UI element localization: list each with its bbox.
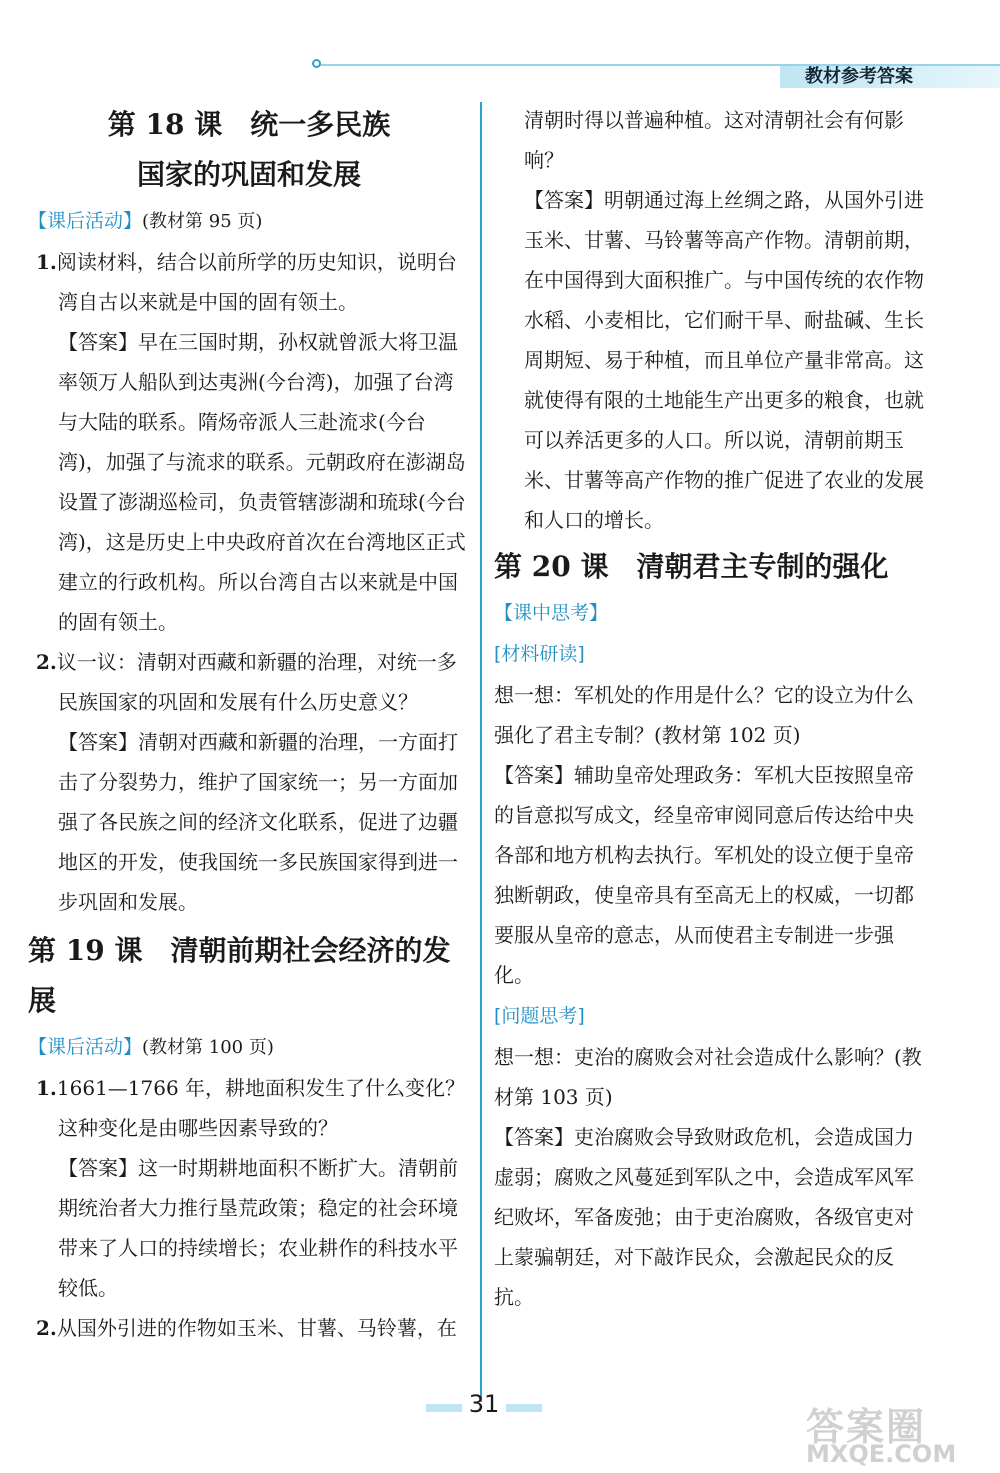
header-label: 教材参考答案 — [805, 66, 913, 87]
header-dot-icon — [312, 59, 321, 68]
lesson-20-title: 第 20 课 清朝君主专制的强化 — [494, 550, 889, 583]
lesson-18-tag-line — [28, 200, 470, 242]
question-text: 1661—1766 年，耕地面积发生了什么变化？这种变化是由哪些因素导致的？ — [56, 1076, 466, 1140]
lesson-20-tag-line — [494, 592, 930, 633]
lesson-19-title: 第 19 课 清朝前期社会经济的发展 — [28, 934, 451, 1017]
watermark-url: MXQE.COM — [806, 1440, 957, 1468]
answer-5 — [494, 755, 930, 995]
column-divider — [480, 102, 482, 1402]
question-3 — [28, 1068, 470, 1148]
section-tag: 【课后活动】 — [28, 210, 143, 232]
question-text: 议一议：清朝对西藏和新疆的治理，对统一多民族国家的巩固和发展有什么历史意义？ — [56, 650, 457, 714]
question-text: 阅读材料，结合以前所学的历史知识，说明台湾自古以来就是中国的固有领土。 — [56, 250, 457, 314]
answer-3 — [28, 1148, 470, 1308]
answer-text: 辅助皇帝处理政务：军机大臣按照皇帝的旨意拟写成文，经皇帝审阅同意后传达给中央各部和地方机构去执行。军机处的设立便于皇帝独断朝政，使皇帝具有至高无上的权威，一切都要服从皇帝的意志，从而使君主专制进一步强化。 — [494, 763, 914, 987]
question-number: 2. — [36, 1316, 57, 1340]
section-tag: 【课后活动】 — [28, 1036, 143, 1058]
right-column — [494, 100, 930, 1317]
answer-label: 【答案】 — [494, 1125, 574, 1149]
section-tag-note: (教材第 100 页) — [142, 1037, 274, 1058]
answer-label: 【答案】 — [524, 188, 604, 212]
lesson-18-title-line1: 第 18 课 统一多民族 — [107, 108, 391, 141]
answer-label: 【答案】 — [58, 1156, 138, 1180]
question-number: 1. — [36, 1076, 57, 1100]
question-number: 2. — [36, 650, 57, 674]
answer-label: 【答案】 — [494, 763, 574, 787]
question-4-start — [28, 1308, 470, 1348]
answer-text: 清朝对西藏和新疆的治理，一方面打击了分裂势力，维护了国家统一；另一方面加强了各民族之间的经济文化联系，促进了边疆地区的开发，使我国统一多民族国家得到进一步巩固和发展。 — [58, 730, 458, 914]
question-6: 想一想：吏治的腐败会对社会造成什么影响？(教材第 103 页) — [494, 1045, 922, 1109]
answer-text: 早在三国时期，孙权就曾派大将卫温率领万人船队到达夷洲(今台湾)，加强了台湾与大陆的联系。隋炀帝派人三赴流求(今台湾)，加强了与流求的联系。元朝政府在澎湖岛设置了澎湖巡检司，负责管辖澎湖和琉球(今台湾)，这是历史上中央政府首次在台湾地区正式建立的行政机构。所以台湾自古以来就是中国的固有领土。 — [58, 330, 466, 634]
answer-text: 明朝通过海上丝绸之路，从国外引进玉米、甘薯、马铃薯等高产作物。清朝前期，在中国得到大面积推广。与中国传统的农作物水稻、小麦相比，它们耐干旱、耐盐碱、生长周期短、易于种植，而且单位产量非常高。这就使得有限的土地能生产出更多的粮食，也就可以养活更多的人口。所以说，清朝前期玉米、甘薯等高产作物的推广促进了农业的发展和人口的增长。 — [524, 188, 924, 532]
question-number: 1. — [36, 250, 57, 274]
question-5: 想一想：军机处的作用是什么？它的设立为什么强化了君主专制？(教材第 102 页) — [494, 683, 914, 747]
section-tag-note: (教材第 95 页) — [142, 211, 263, 232]
answer-text: 吏治腐败会导致财政危机，会造成国力虚弱；腐败之风蔓延到军队之中，会造成军风军纪败坏，军备废弛；由于吏治腐败，各级官吏对上蒙骗朝廷，对下敲诈民众，会激起民众的反抗。 — [494, 1125, 914, 1309]
answer-1 — [28, 322, 470, 642]
answer-6 — [494, 1117, 930, 1317]
page-number: 31 — [468, 1390, 500, 1418]
section-tag: 【课中思考】 — [494, 602, 609, 624]
watermark-logo: 答案圈 — [806, 1405, 927, 1449]
answer-label: 【答案】 — [58, 330, 138, 354]
subsection-tag-problems: [问题思考] — [494, 1005, 585, 1027]
left-column — [28, 100, 470, 1348]
question-2 — [28, 642, 470, 722]
lesson-19-tag-line — [28, 1026, 470, 1068]
question-4-continued: 清朝时得以普遍种植。这对清朝社会有何影响？ — [524, 108, 904, 172]
question-text: 从国外引进的作物如玉米、甘薯、马铃薯，在 — [56, 1316, 457, 1340]
answer-text: 这一时期耕地面积不断扩大。清朝前期统治者大力推行垦荒政策；稳定的社会环境带来了人口的持续增长；农业耕作的科技水平较低。 — [58, 1156, 458, 1300]
footer-bar-left — [426, 1404, 462, 1412]
footer-bar-right — [506, 1404, 542, 1412]
subsection-tag-materials: [材料研读] — [494, 643, 585, 665]
answer-2 — [28, 722, 470, 922]
answer-label: 【答案】 — [58, 730, 138, 754]
question-1 — [28, 242, 470, 322]
answer-4 — [494, 180, 930, 540]
lesson-18-title-line2: 国家的巩固和发展 — [136, 158, 361, 191]
